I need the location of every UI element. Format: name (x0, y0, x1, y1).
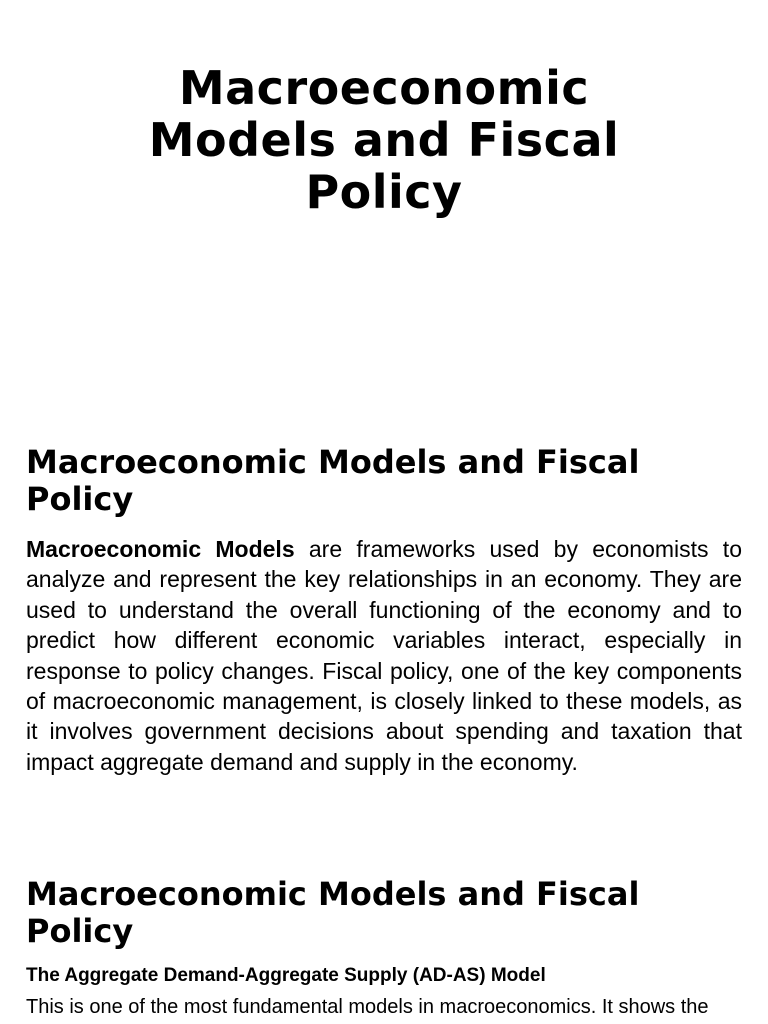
document-title (0, 62, 768, 218)
title-line: Policy (305, 165, 463, 219)
section-paragraph (26, 534, 742, 777)
section-heading-line: Policy (26, 480, 134, 518)
paragraph-text: are frameworks used by economists to analyze and represent the key relationships in an economy. They are used to understand the overall functioning of the economy and to predict how different economic variables interact, especially in response to policy changes. Fiscal policy, one of the key components of macroeconomic management, is closely linked to these models, as it involves government decisions about spending and taxation that impact aggregate demand and supply in the economy. (26, 536, 742, 775)
section-macroeconomic-models (26, 444, 742, 777)
section-heading (26, 444, 742, 518)
subheading-ad-as: The Aggregate Demand-Aggregate Supply (AD-AS) Model (26, 965, 546, 986)
bold-term: Macroeconomic Models (26, 536, 295, 562)
section-paragraph: This is one of the most fundamental models in macroeconomics. It shows the (26, 996, 709, 1018)
section-heading-line: Macroeconomic Models and Fiscal (26, 443, 640, 481)
section-ad-as-model (26, 876, 742, 1021)
title-line: Macroeconomic (178, 61, 590, 115)
section-heading-line: Policy (26, 912, 134, 950)
section-heading-line: Macroeconomic Models and Fiscal (26, 875, 640, 913)
title-line: Models and Fiscal (148, 113, 620, 167)
section-heading (26, 876, 742, 950)
